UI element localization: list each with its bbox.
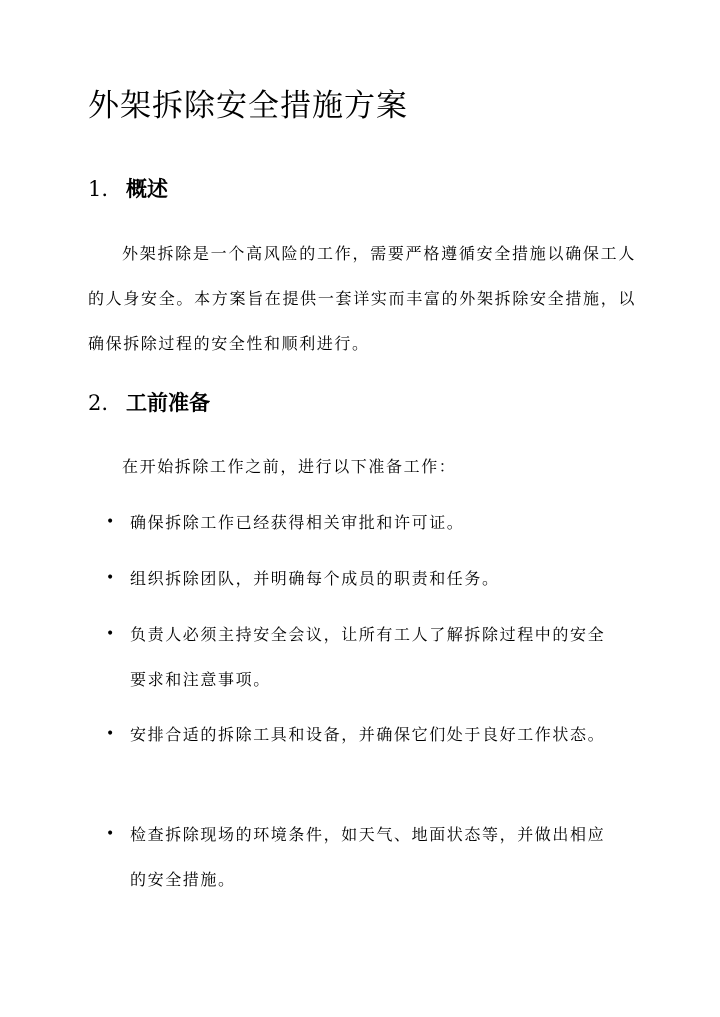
list-item-text: 安排合适的拆除工具和设备，并确保它们处于良好工作状态。 — [130, 725, 606, 744]
section-title: 概述 — [126, 176, 168, 201]
bullet-icon: • — [106, 626, 116, 642]
section-heading-overview — [88, 174, 168, 204]
section-title: 工前准备 — [126, 390, 210, 415]
section-heading-preparation — [88, 388, 210, 418]
bullet-icon: • — [106, 826, 116, 842]
bullet-icon: • — [106, 570, 116, 586]
list-item — [106, 812, 626, 902]
bullet-icon: • — [106, 514, 116, 530]
document-title: 外架拆除安全措施方案 — [88, 88, 408, 124]
list-item-text: 组织拆除团队，并明确每个成员的职责和任务。 — [130, 569, 500, 588]
overview-paragraph: 外架拆除是一个高风险的工作，需要严格遵循安全措施以确保工人的人身安全。本方案旨在提供一套详实而丰富的外架拆除安全措施，以确保拆除过程的安全性和顺利进行。 — [88, 244, 636, 353]
list-item — [106, 612, 626, 702]
section-number: 2. — [88, 391, 109, 415]
list-item-text: 检查拆除现场的环境条件，如天气、地面状态等，并做出相应的安全措施。 — [130, 825, 606, 889]
section-number: 1. — [88, 177, 109, 201]
preparation-intro: 在开始拆除工作之前，进行以下准备工作： — [122, 457, 457, 476]
list-item — [106, 556, 626, 601]
bullet-icon: • — [106, 726, 116, 742]
list-item — [106, 500, 626, 545]
list-item-text: 确保拆除工作已经获得相关审批和许可证。 — [130, 513, 465, 532]
list-item-text: 负责人必须主持安全会议，让所有工人了解拆除过程中的安全要求和注意事项。 — [130, 625, 606, 689]
list-item — [106, 712, 626, 757]
